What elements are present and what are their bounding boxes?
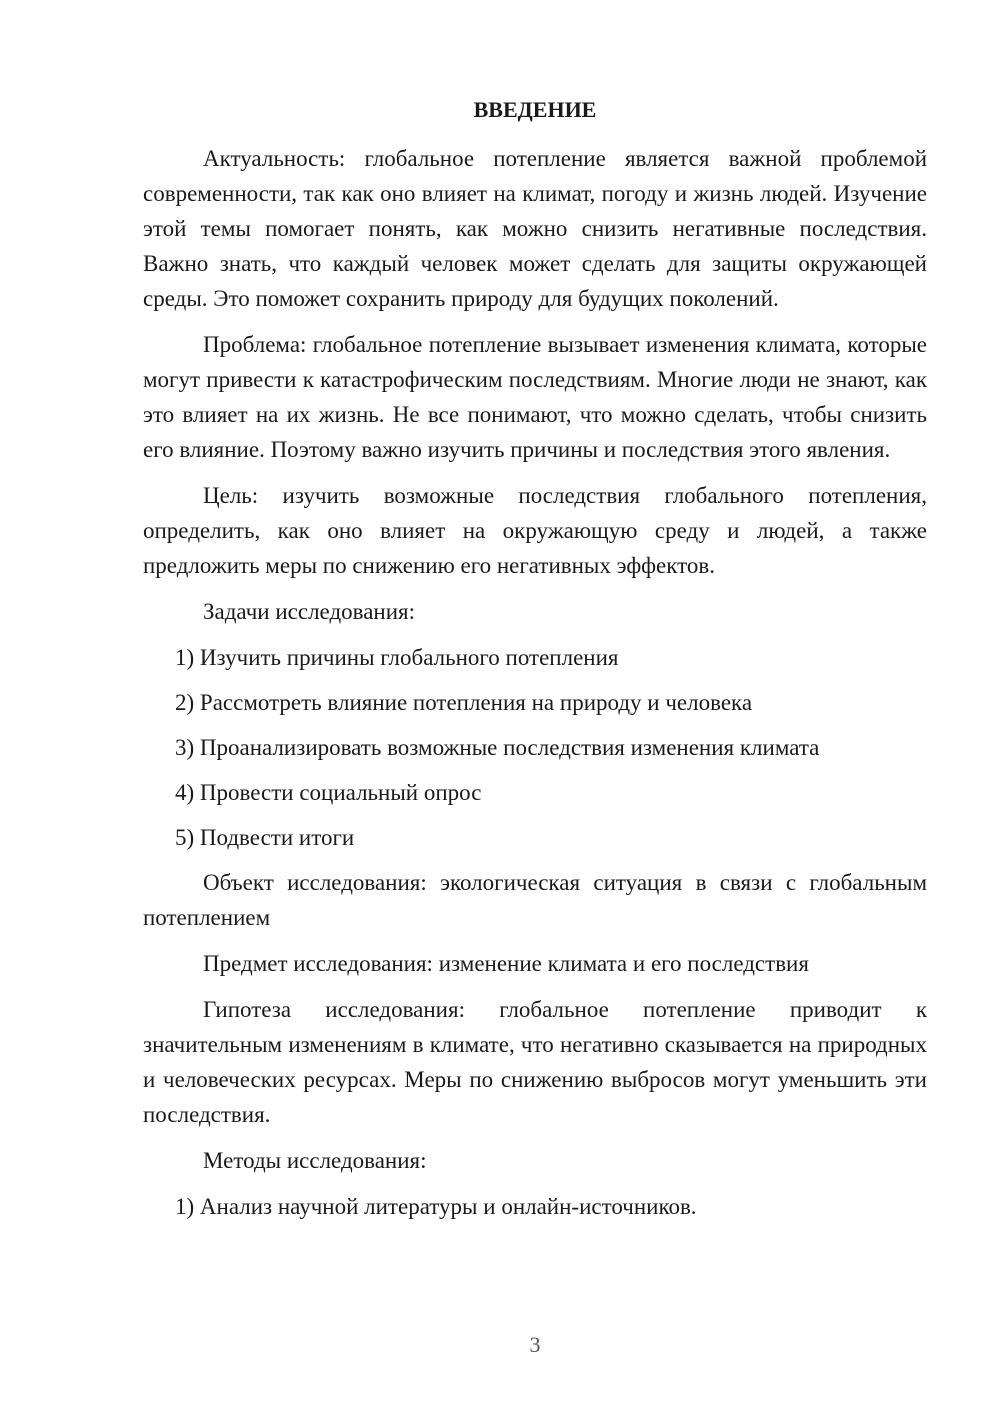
hypothesis-paragraph: Гипотеза исследования: глобальное потепление приводит к значительным изменениям в климате, что негативно сказывается на природных и человеческих ресурсах. Меры по снижению выбросов могут уменьшить эти последствия. <box>143 997 927 1127</box>
task-item: 5) Подвести итоги <box>175 825 355 850</box>
problem-paragraph: Проблема: глобальное потепление вызывает изменения климата, которые могут привести к катастрофическим последствиям. Многие люди не знают, как это влияет на их жизнь. Не все понимают, что можно сделать, чтобы снизить его влияние. Поэтому важно изучить причины и последствия этого явления. <box>143 332 927 462</box>
task-item: 3) Проанализировать возможные последствия изменения климата <box>175 735 820 760</box>
task-item: 4) Провести социальный опрос <box>175 780 482 805</box>
page-number: 3 <box>529 1332 541 1357</box>
page-content <box>143 92 927 1234</box>
task-item: 2) Рассмотреть влияние потепления на природу и человека <box>175 690 753 715</box>
object-paragraph: Объект исследования: экологическая ситуация в связи с глобальным потеплением <box>143 870 927 930</box>
method-item: 1) Анализ научной литературы и онлайн-источников. <box>175 1194 697 1219</box>
relevance-paragraph: Актуальность: глобальное потепление является важной проблемой современности, так как оно влияет на климат, погоду и жизнь людей. Изучение этой темы помогает понять, как можно снизить негативные последствия. Важно знать, что каждый человек может сделать для защиты окружающей среды. Это поможет сохранить природу для будущих поколений. <box>143 146 927 311</box>
subject-paragraph: Предмет исследования: изменение климата и его последствия <box>203 951 809 976</box>
methods-heading: Методы исследования: <box>203 1148 427 1173</box>
goal-paragraph: Цель: изучить возможные последствия глобального потепления, определить, как оно влияет на окружающую среду и людей, а также предложить меры по снижению его негативных эффектов. <box>143 483 927 578</box>
task-item: 1) Изучить причины глобального потепления <box>175 645 619 670</box>
page-title: ВВЕДЕНИЕ <box>473 97 597 122</box>
tasks-heading: Задачи исследования: <box>203 599 416 624</box>
